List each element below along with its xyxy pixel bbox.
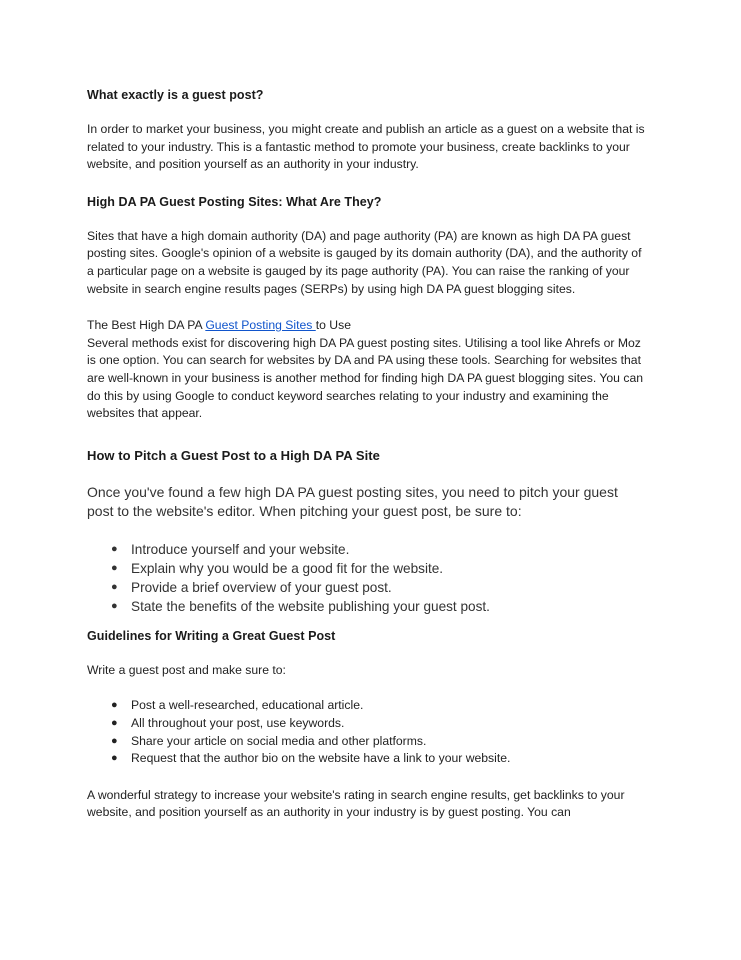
paragraph-pitch: Once you've found a few high DA PA guest posting sites, you need to pitch your guest post to the website's editor. When pitching your guest post, be sure to: xyxy=(87,483,618,519)
bullet-icon: ● xyxy=(111,752,118,765)
list-item xyxy=(87,559,647,578)
bullet-icon: ● xyxy=(111,716,118,729)
heading-best-sites-suffix: to Use xyxy=(315,318,351,333)
heading-guidelines: Guidelines for Writing a Great Guest Post xyxy=(87,628,336,643)
bullet-icon: ● xyxy=(111,699,118,712)
list-item-text: Share your article on social media and other platforms. xyxy=(131,733,427,748)
list-item xyxy=(87,715,647,733)
heading-high-da-pa: High DA PA Guest Posting Sites: What Are They? xyxy=(87,194,382,209)
list-item-text: Provide a brief overview of your guest post. xyxy=(131,579,392,595)
heading-best-sites-prefix: The Best High DA PA xyxy=(87,318,206,333)
list-item-text: Post a well-researched, educational article. xyxy=(131,698,364,713)
list-item xyxy=(87,697,647,715)
list-item xyxy=(87,597,647,616)
list-item-text: Introduce yourself and your website. xyxy=(131,541,350,557)
list-item xyxy=(87,540,647,559)
bullet-icon: ● xyxy=(111,561,118,574)
pitch-list xyxy=(87,540,647,616)
list-item xyxy=(87,733,647,751)
list-item-text: Request that the author bio on the website have a link to your website. xyxy=(131,751,511,766)
list-item-text: Explain why you would be a good fit for the website. xyxy=(131,560,444,576)
list-item-text: All throughout your post, use keywords. xyxy=(131,715,345,730)
bullet-icon: ● xyxy=(111,580,118,593)
guest-posting-sites-link[interactable]: Guest Posting Sites xyxy=(205,318,316,333)
list-item xyxy=(87,578,647,597)
list-item xyxy=(87,750,647,768)
paragraph-guest-post: In order to market your business, you might create and publish an article as a guest on a website that is related to your industry. This is a fantastic method to promote your business, create backlinks to your website, and position yourself as an authority in your industry. xyxy=(87,122,645,172)
paragraph-best-sites: Several methods exist for discovering high DA PA guest posting sites. Utilising a tool like Ahrefs or Moz is one option. You can search for websites by DA and PA using these tools. Searching for websites that are well-known in your business is another method for finding high DA PA guest blogging sites. You can do this by using Google to conduct keyword searches relating to your industry and examining the websites that appear. xyxy=(87,335,643,421)
heading-best-sites xyxy=(87,317,647,335)
paragraph-guidelines: Write a guest post and make sure to: xyxy=(87,662,286,677)
bullet-icon: ● xyxy=(111,542,118,555)
heading-guest-post: What exactly is a guest post? xyxy=(87,88,264,102)
document-content xyxy=(87,86,647,822)
paragraph-high-da-pa: Sites that have a high domain authority (DA) and page authority (PA) are known as high DA PA guest posting sites. Google's opinion of a website is gauged by its domain authority (DA), and the authority of a particular page on a website is gauged by its page authority (PA). You can raise the ranking of your website in search engine results pages (SERPs) by using high DA PA guest blogging sites. xyxy=(87,228,642,296)
heading-pitch: How to Pitch a Guest Post to a High DA PA Site xyxy=(87,447,380,463)
list-item-text: State the benefits of the website publishing your guest post. xyxy=(131,598,490,614)
guidelines-list xyxy=(87,697,647,767)
paragraph-conclusion: A wonderful strategy to increase your website's rating in search engine results, get backlinks to your website, and position yourself as an authority in your industry is by guest posting. You can xyxy=(87,787,625,820)
bullet-icon: ● xyxy=(111,599,118,612)
bullet-icon: ● xyxy=(111,734,118,747)
